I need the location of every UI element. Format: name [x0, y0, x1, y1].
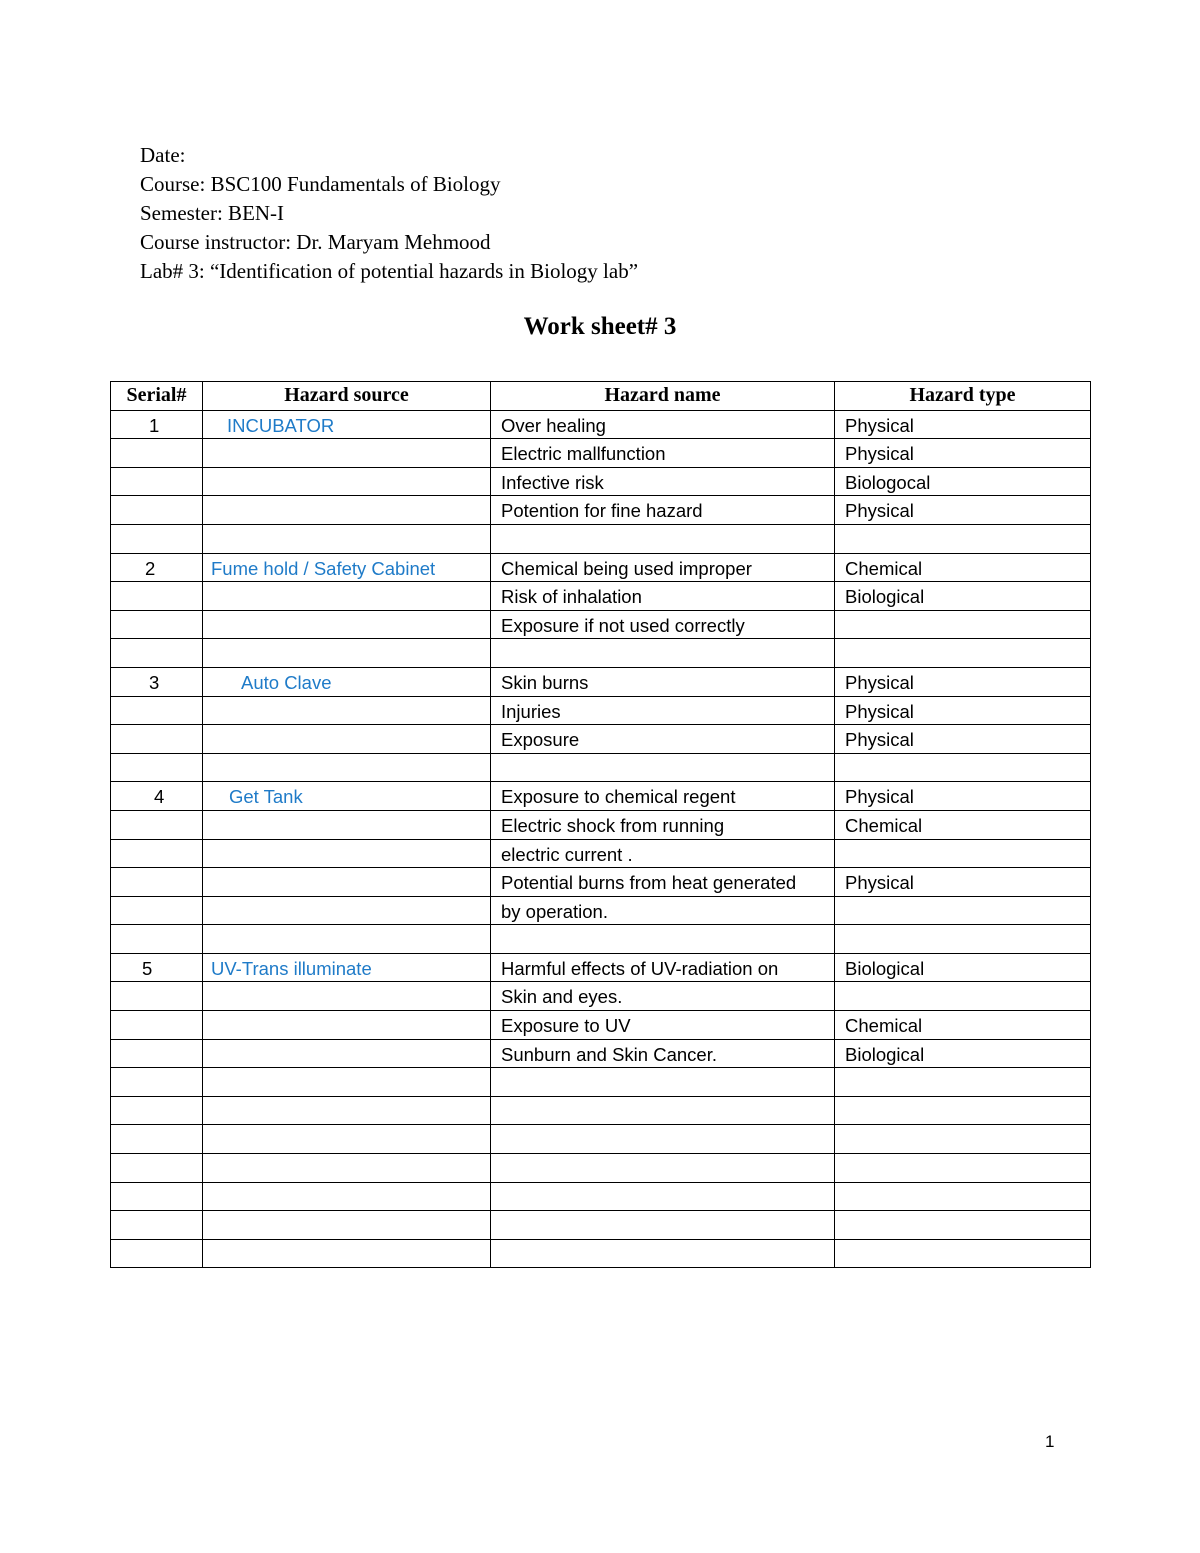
hazard-source-cell [203, 496, 491, 525]
table-row [111, 1125, 1091, 1154]
hazard-name-cell [491, 667, 835, 696]
hazard-source-cell [203, 582, 491, 611]
serial-number-cell [111, 982, 203, 1011]
table-row [111, 496, 1091, 525]
header-hazard-type: Hazard type [835, 382, 1091, 411]
serial-number-cell [111, 1011, 203, 1040]
hazard-source-cell [203, 753, 491, 782]
worksheet-title: Work sheet# 3 [523, 313, 677, 340]
hazard-type-cell [835, 496, 1091, 525]
hazard-name-cell [491, 639, 835, 668]
lab-line: Lab# 3: “Identification of potential hazards in Biology lab” [140, 259, 639, 283]
serial-number-cell [111, 1239, 203, 1268]
hazard-type-cell [835, 810, 1091, 839]
hazard-name-cell [491, 610, 835, 639]
hazard-source-cell [203, 1096, 491, 1125]
hazard-type-cell [835, 1096, 1091, 1125]
hazard-name: Harmful effects of UV-radiation on [501, 957, 779, 979]
hazard-type: Biological [845, 586, 925, 608]
hazard-source-cell [203, 610, 491, 639]
hazard-source-cell [203, 410, 491, 439]
hazard-source-cell [203, 1211, 491, 1240]
serial-number-cell [111, 524, 203, 553]
hazard-source: Get Tank [229, 786, 303, 808]
hazard-name: electric current . [501, 843, 633, 865]
hazard-type: Physical [845, 872, 914, 894]
hazard-name-cell [491, 1011, 835, 1040]
hazard-type-cell [835, 639, 1091, 668]
hazard-source-cell [203, 667, 491, 696]
table-row [111, 1068, 1091, 1097]
hazard-name-cell [491, 1068, 835, 1097]
serial-number-cell [111, 696, 203, 725]
serial-number-cell [111, 896, 203, 925]
serial-number-cell [111, 868, 203, 897]
hazard-name-cell [491, 410, 835, 439]
hazard-type-cell [835, 467, 1091, 496]
hazard-name-cell [491, 553, 835, 582]
table-row [111, 1182, 1091, 1211]
table-row [111, 982, 1091, 1011]
serial-number-cell [111, 467, 203, 496]
table-row [111, 553, 1091, 582]
hazard-type: Biological [845, 1043, 925, 1065]
table-row [111, 725, 1091, 754]
hazard-source-cell [203, 1011, 491, 1040]
hazard-source-cell [203, 925, 491, 954]
serial-number-cell [111, 553, 203, 582]
hazard-name-cell [491, 582, 835, 611]
semester-line: Semester: BEN-I [140, 201, 285, 225]
table-row [111, 1154, 1091, 1183]
serial-number-cell [111, 839, 203, 868]
hazard-name: Electric mallfunction [501, 443, 666, 465]
serial-number-cell [111, 439, 203, 468]
hazard-source-cell [203, 810, 491, 839]
serial-number-cell [111, 1096, 203, 1125]
hazard-source: Fume hold / Safety Cabinet [211, 557, 436, 579]
hazard-type-cell [835, 896, 1091, 925]
table-row [111, 1011, 1091, 1040]
hazard-name-cell [491, 982, 835, 1011]
hazard-name: Potention for fine hazard [501, 500, 703, 522]
serial-number: 2 [145, 557, 156, 579]
hazard-source-cell [203, 1239, 491, 1268]
hazard-source-cell [203, 1182, 491, 1211]
hazard-name: Skin and eyes. [501, 986, 623, 1008]
hazard-name-cell [491, 467, 835, 496]
serial-number: 1 [149, 414, 160, 436]
hazard-type-cell [835, 582, 1091, 611]
instructor-line: Course instructor: Dr. Maryam Mehmood [140, 230, 491, 254]
hazard-type: Chemical [845, 814, 923, 836]
hazard-type: Chemical [845, 557, 923, 579]
hazard-name-cell [491, 953, 835, 982]
hazard-type-cell [835, 610, 1091, 639]
hazard-type: Physical [845, 786, 914, 808]
hazard-type-cell [835, 1239, 1091, 1268]
hazard-name-cell [491, 1125, 835, 1154]
table-header-row [111, 382, 1091, 411]
hazard-type-cell [835, 925, 1091, 954]
serial-number-cell [111, 1154, 203, 1183]
serial-number-cell [111, 1182, 203, 1211]
hazard-name-cell [491, 1239, 835, 1268]
hazard-name-cell [491, 725, 835, 754]
table-row [111, 524, 1091, 553]
table-row [111, 696, 1091, 725]
hazard-type-cell [835, 982, 1091, 1011]
hazard-type-cell [835, 1039, 1091, 1068]
hazard-type-cell [835, 439, 1091, 468]
hazard-type-cell [835, 1068, 1091, 1097]
serial-number-cell [111, 1125, 203, 1154]
hazard-name: Potential burns from heat generated [501, 872, 797, 894]
hazard-name: by operation. [501, 900, 608, 922]
hazard-name: Exposure to UV [501, 1015, 631, 1037]
hazard-type: Physical [845, 729, 914, 751]
hazard-name-cell [491, 925, 835, 954]
serial-number-cell [111, 610, 203, 639]
table-row [111, 639, 1091, 668]
table-row [111, 810, 1091, 839]
serial-number-cell [111, 1039, 203, 1068]
hazard-source-cell [203, 639, 491, 668]
hazard-name: Infective risk [501, 471, 604, 493]
hazard-name-cell [491, 496, 835, 525]
hazard-name-cell [491, 839, 835, 868]
hazard-name-cell [491, 1154, 835, 1183]
serial-number-cell [111, 810, 203, 839]
hazard-name-cell [491, 1039, 835, 1068]
hazard-name-cell [491, 810, 835, 839]
hazard-source-cell [203, 782, 491, 811]
table-row [111, 782, 1091, 811]
serial-number: 3 [149, 671, 160, 693]
serial-number-cell [111, 925, 203, 954]
table-row [111, 896, 1091, 925]
hazard-name: Injuries [501, 700, 561, 722]
table-row [111, 582, 1091, 611]
hazard-type-cell [835, 410, 1091, 439]
hazard-type: Physical [845, 414, 914, 436]
hazard-type-cell [835, 839, 1091, 868]
table-row [111, 1096, 1091, 1125]
serial-number-cell [111, 1068, 203, 1097]
serial-number-cell [111, 496, 203, 525]
hazard-type: Biological [845, 957, 925, 979]
hazard-type-cell [835, 696, 1091, 725]
hazard-name: Risk of inhalation [501, 586, 642, 608]
table-row [111, 1239, 1091, 1268]
hazard-name-cell [491, 868, 835, 897]
serial-number-cell [111, 1211, 203, 1240]
hazard-source-cell [203, 439, 491, 468]
header-hazard-name: Hazard name [491, 382, 835, 411]
hazard-type-cell [835, 1211, 1091, 1240]
hazard-source-cell [203, 839, 491, 868]
table-row [111, 953, 1091, 982]
date-line: Date: [140, 143, 186, 167]
hazard-source-cell [203, 896, 491, 925]
hazard-name-cell [491, 439, 835, 468]
hazard-source-cell [203, 953, 491, 982]
hazard-source-cell [203, 1039, 491, 1068]
hazard-type-cell [835, 782, 1091, 811]
serial-number-cell [111, 725, 203, 754]
table-row [111, 467, 1091, 496]
hazard-name-cell [491, 1182, 835, 1211]
table-row [111, 839, 1091, 868]
hazard-source-cell [203, 524, 491, 553]
hazard-name: Electric shock from running [501, 814, 725, 836]
hazard-type: Physical [845, 500, 914, 522]
hazard-type-cell [835, 753, 1091, 782]
hazard-type-cell [835, 953, 1091, 982]
table-row [111, 667, 1091, 696]
serial-number-cell [111, 410, 203, 439]
hazard-type-cell [835, 868, 1091, 897]
serial-number-cell [111, 753, 203, 782]
hazard-source-cell [203, 467, 491, 496]
hazard-source-cell [203, 1125, 491, 1154]
serial-number-cell [111, 782, 203, 811]
hazard-name: Over healing [501, 414, 606, 436]
hazard-type: Physical [845, 700, 914, 722]
table-row [111, 1211, 1091, 1240]
serial-number-cell [111, 582, 203, 611]
hazard-source: INCUBATOR [227, 414, 335, 436]
header-hazard-source: Hazard source [203, 382, 491, 411]
hazard-name-cell [491, 1211, 835, 1240]
hazard-type-cell [835, 725, 1091, 754]
hazard-name: Exposure [501, 729, 580, 751]
hazard-name-cell [491, 753, 835, 782]
hazard-name: Exposure to chemical regent [501, 786, 736, 808]
hazard-source-cell [203, 982, 491, 1011]
table-row [111, 439, 1091, 468]
hazard-name-cell [491, 696, 835, 725]
serial-number-cell [111, 639, 203, 668]
table-row [111, 753, 1091, 782]
hazard-source: UV-Trans illuminate [211, 957, 372, 979]
table-row [111, 1039, 1091, 1068]
hazard-type-cell [835, 1182, 1091, 1211]
serial-number: 4 [154, 786, 165, 808]
document-header [140, 141, 638, 286]
hazard-source-cell [203, 868, 491, 897]
course-line: Course: BSC100 Fundamentals of Biology [140, 172, 501, 196]
hazard-source: Auto Clave [241, 671, 332, 693]
hazard-name: Skin burns [501, 671, 589, 693]
hazard-type-cell [835, 1011, 1091, 1040]
hazard-source-cell [203, 725, 491, 754]
hazard-source-cell [203, 553, 491, 582]
table-row [111, 868, 1091, 897]
header-serial: Serial# [111, 382, 203, 411]
serial-number-cell [111, 953, 203, 982]
hazard-type-cell [835, 553, 1091, 582]
hazard-name: Exposure if not used correctly [501, 614, 745, 636]
serial-number: 5 [142, 957, 153, 979]
table-row [111, 610, 1091, 639]
hazard-name-cell [491, 1096, 835, 1125]
hazard-source-cell [203, 1068, 491, 1097]
hazard-name-cell [491, 896, 835, 925]
serial-number-cell [111, 667, 203, 696]
hazard-name-cell [491, 524, 835, 553]
hazard-source-cell [203, 696, 491, 725]
hazard-name: Sunburn and Skin Cancer. [501, 1043, 717, 1065]
hazard-type: Biologocal [845, 471, 931, 493]
table-body [111, 410, 1091, 1268]
hazard-type: Chemical [845, 1015, 923, 1037]
page-number: 1 [1045, 1432, 1055, 1451]
hazard-type-cell [835, 1125, 1091, 1154]
hazard-type: Physical [845, 671, 914, 693]
hazard-type: Physical [845, 443, 914, 465]
hazard-type-cell [835, 667, 1091, 696]
table-row [111, 925, 1091, 954]
hazard-name: Chemical being used improper [501, 557, 752, 579]
hazard-table [110, 381, 1091, 1268]
hazard-type-cell [835, 1154, 1091, 1183]
table-row [111, 410, 1091, 439]
hazard-type-cell [835, 524, 1091, 553]
hazard-name-cell [491, 782, 835, 811]
hazard-source-cell [203, 1154, 491, 1183]
